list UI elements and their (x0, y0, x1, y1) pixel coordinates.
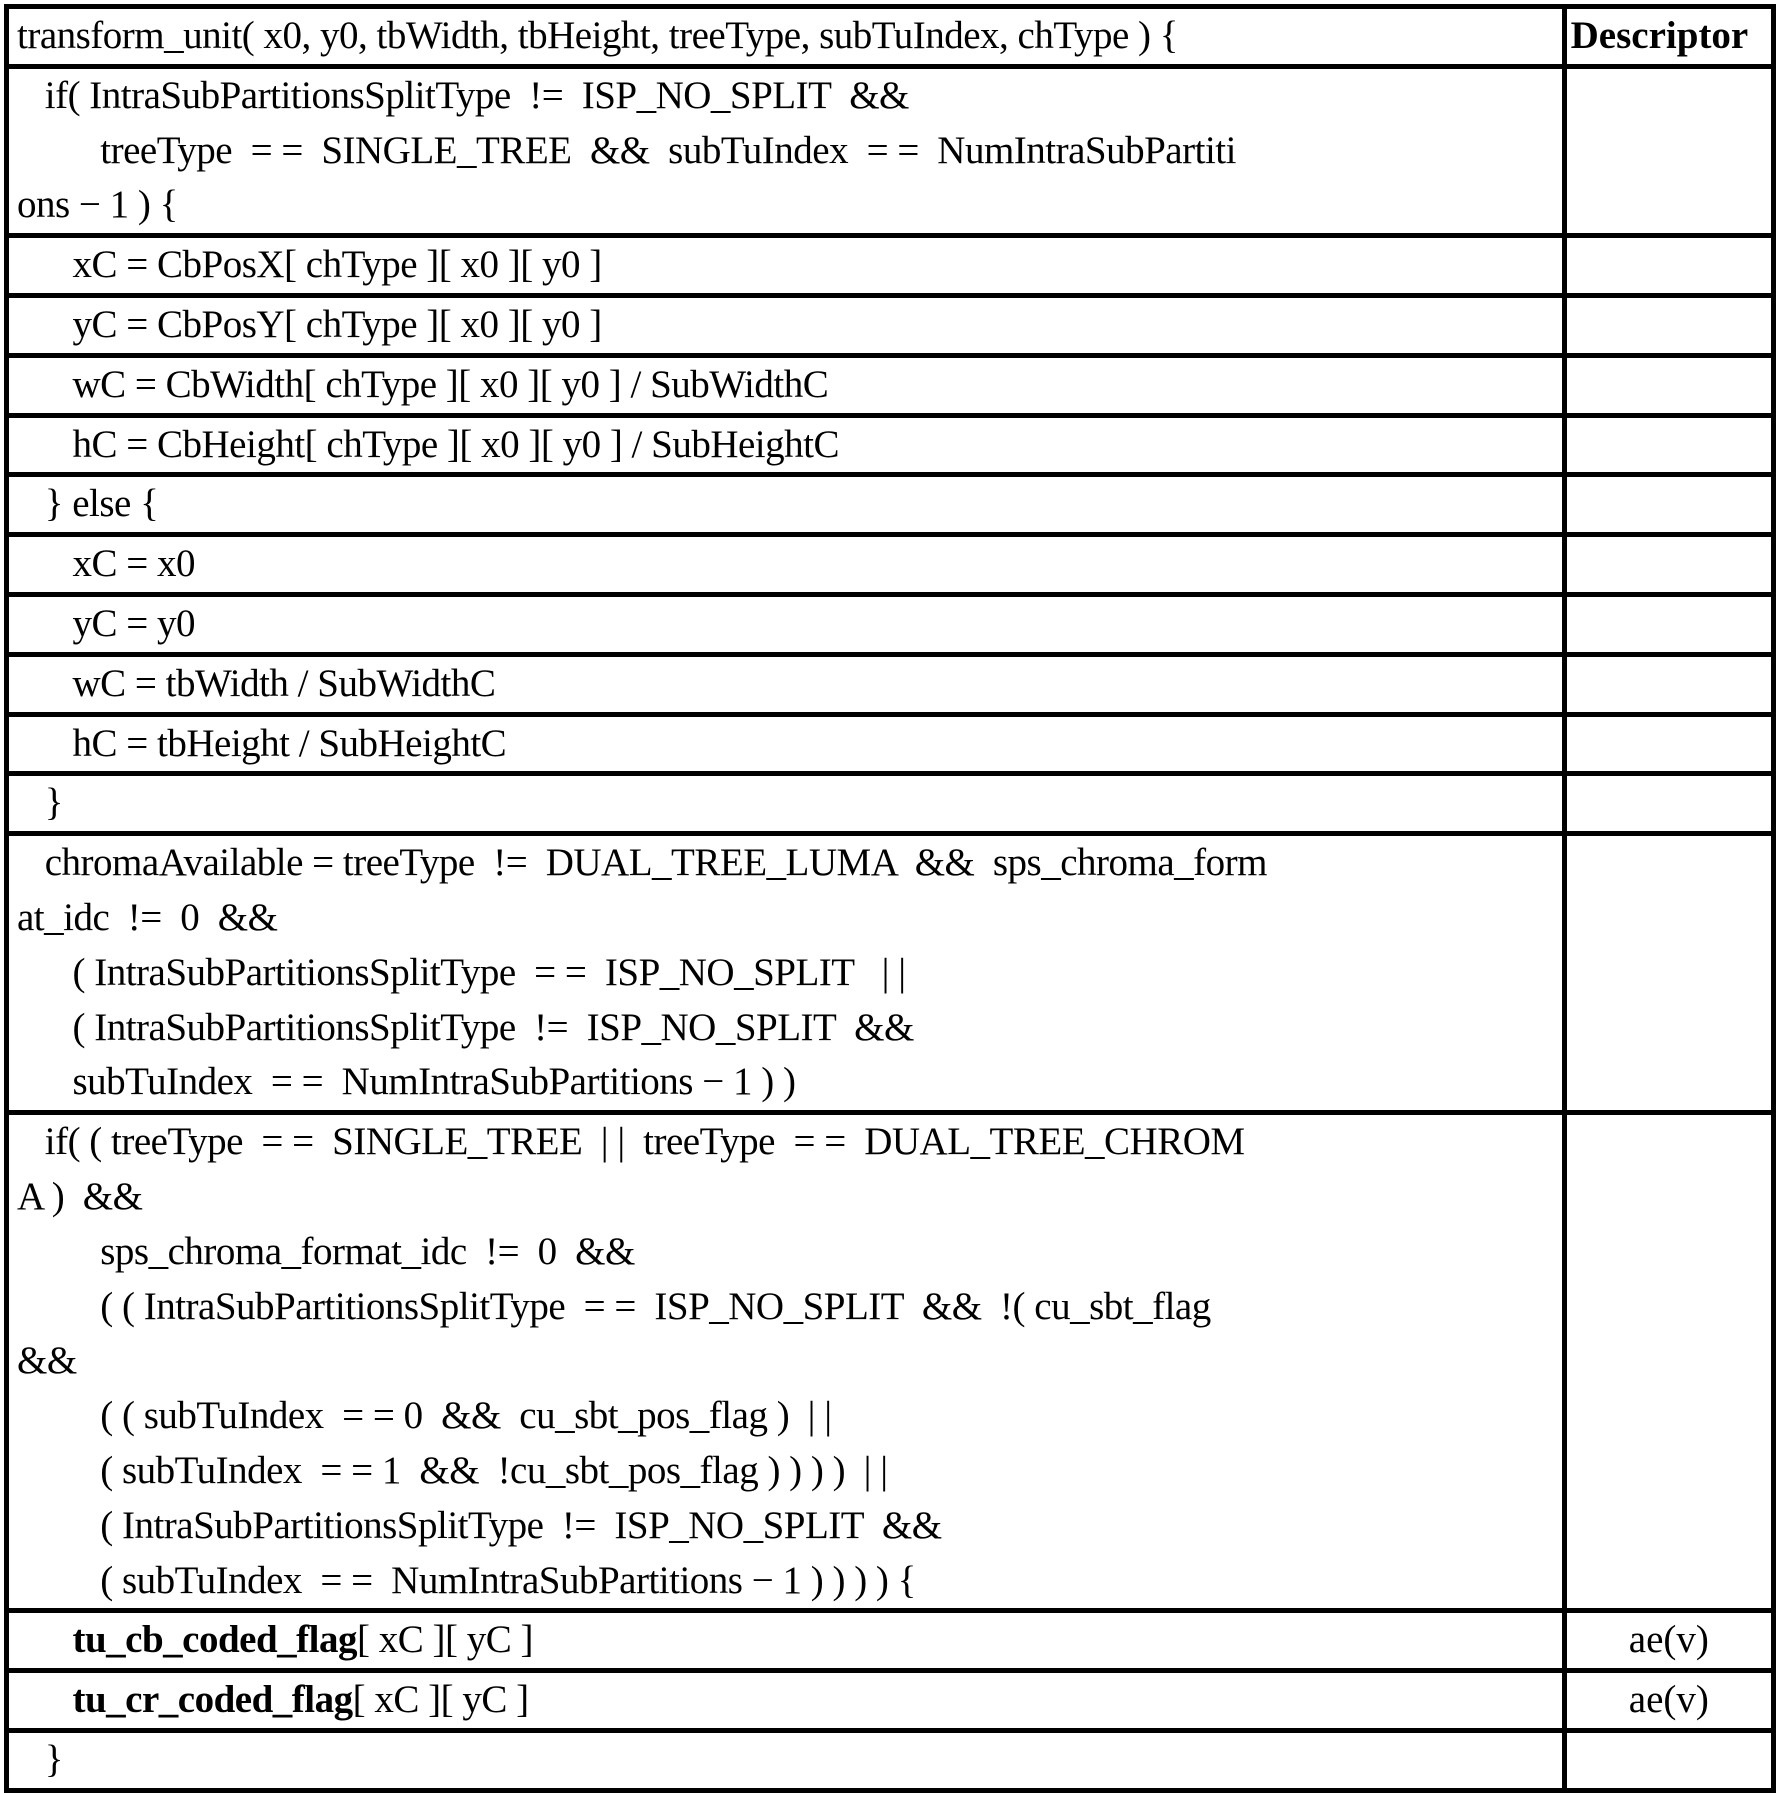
syntax-table (4, 4, 1776, 1793)
syntax-cell (7, 475, 1565, 535)
syntax-element-index: [ xC ][ yC ] (352, 1678, 529, 1722)
descriptor-cell (1564, 295, 1773, 355)
table-row (7, 1113, 1774, 1611)
descriptor-cell (1564, 236, 1773, 296)
code-line: ( subTuIndex = = NumIntraSubPartitions − 1 ) ) ) ) { (17, 1558, 916, 1602)
code-line: } (17, 1737, 63, 1781)
code-line: at_idc != 0 && (17, 895, 278, 939)
table-row (7, 654, 1774, 714)
syntax-cell (7, 1671, 1565, 1731)
table-row (7, 415, 1774, 475)
syntax-element-name: tu_cr_coded_flag (72, 1678, 353, 1722)
code-line: yC = CbPosY[ chType ][ x0 ][ y0 ] (17, 302, 602, 346)
descriptor-cell: ae(v) (1564, 1611, 1773, 1671)
code-line: hC = tbHeight / SubHeightC (17, 721, 507, 765)
table-row (7, 834, 1774, 1113)
syntax-cell (7, 714, 1565, 774)
table-row (7, 594, 1774, 654)
syntax-cell (7, 1611, 1565, 1671)
code-line: ( ( IntraSubPartitionsSplitType = = ISP_NO_SPLIT && !( cu_sbt_flag (17, 1284, 1211, 1328)
descriptor-cell (1564, 654, 1773, 714)
code-line: } else { (17, 482, 159, 526)
syntax-cell (7, 834, 1565, 1113)
descriptor-cell (1564, 475, 1773, 535)
syntax-cell (7, 1730, 1565, 1790)
code-line: xC = CbPosX[ chType ][ x0 ][ y0 ] (17, 243, 602, 287)
table-row (7, 475, 1774, 535)
code-line: sps_chroma_format_idc != 0 && (17, 1229, 635, 1273)
descriptor-header: Descriptor (1564, 7, 1773, 67)
syntax-cell (7, 1113, 1565, 1611)
code-line: ( IntraSubPartitionsSplitType != ISP_NO_SPLIT && (17, 1005, 914, 1049)
function-signature: transform_unit( x0, y0, tbWidth, tbHeight, treeType, subTuIndex, chType ) { (17, 14, 1178, 57)
syntax-element-line (17, 1613, 1562, 1668)
code-line: ons − 1 ) { (17, 183, 178, 227)
code-line: subTuIndex = = NumIntraSubPartitions − 1 ) ) (17, 1060, 796, 1104)
descriptor-cell: ae(v) (1564, 1671, 1773, 1731)
indent (17, 1618, 73, 1661)
code-line: if( ( treeType = = SINGLE_TREE | | treeType = = DUAL_TREE_CHROM (17, 1120, 1245, 1164)
table-row (7, 236, 1774, 296)
syntax-element-name: tu_cb_coded_flag (72, 1618, 357, 1662)
table-row (7, 295, 1774, 355)
syntax-cell (7, 594, 1565, 654)
code-line: wC = tbWidth / SubWidthC (17, 661, 496, 705)
table-row (7, 714, 1774, 774)
syntax-element-index: [ xC ][ yC ] (357, 1618, 533, 1662)
syntax-cell (7, 66, 1565, 235)
code-line: ( ( subTuIndex = = 0 && cu_sbt_pos_flag ) | | (17, 1394, 832, 1438)
descriptor-cell (1564, 834, 1773, 1113)
syntax-cell (7, 535, 1565, 595)
syntax-cell (7, 415, 1565, 475)
table-row (7, 66, 1774, 235)
descriptor-cell (1564, 355, 1773, 415)
table-row (7, 1730, 1774, 1790)
syntax-cell (7, 654, 1565, 714)
code-line: treeType = = SINGLE_TREE && subTuIndex = = NumIntraSubPartiti (17, 128, 1236, 172)
code-line: chromaAvailable = treeType != DUAL_TREE_LUMA && sps_chroma_form (17, 841, 1267, 885)
syntax-header (7, 7, 1565, 67)
table-row (7, 1671, 1774, 1731)
syntax-cell (7, 236, 1565, 296)
table-row (7, 355, 1774, 415)
descriptor-cell (1564, 415, 1773, 475)
descriptor-cell (1564, 1730, 1773, 1790)
descriptor-cell (1564, 774, 1773, 834)
code-line: && (17, 1339, 77, 1383)
syntax-cell (7, 774, 1565, 834)
syntax-cell (7, 355, 1565, 415)
syntax-cell (7, 295, 1565, 355)
descriptor-cell (1564, 1113, 1773, 1611)
code-line: ( IntraSubPartitionsSplitType != ISP_NO_SPLIT && (17, 1503, 942, 1547)
table-row (7, 774, 1774, 834)
code-line: ( subTuIndex = = 1 && !cu_sbt_pos_flag ) ) ) ) | | (17, 1448, 888, 1492)
code-line: if( IntraSubPartitionsSplitType != ISP_NO_SPLIT && (17, 73, 909, 117)
table-row (7, 1611, 1774, 1671)
code-line: } (17, 781, 63, 825)
code-line: yC = y0 (17, 601, 196, 645)
descriptor-cell (1564, 535, 1773, 595)
syntax-element-line (17, 1673, 1562, 1728)
code-line: xC = x0 (17, 542, 196, 586)
descriptor-cell (1564, 66, 1773, 235)
code-line: A ) && (17, 1174, 143, 1218)
code-line: hC = CbHeight[ chType ][ x0 ][ y0 ] / SubHeightC (17, 422, 839, 466)
descriptor-cell (1564, 714, 1773, 774)
table-row (7, 535, 1774, 595)
table-header-row (7, 7, 1774, 67)
code-line: ( IntraSubPartitionsSplitType = = ISP_NO_SPLIT | | (17, 950, 906, 994)
descriptor-cell (1564, 594, 1773, 654)
code-line: wC = CbWidth[ chType ][ x0 ][ y0 ] / SubWidthC (17, 362, 829, 406)
